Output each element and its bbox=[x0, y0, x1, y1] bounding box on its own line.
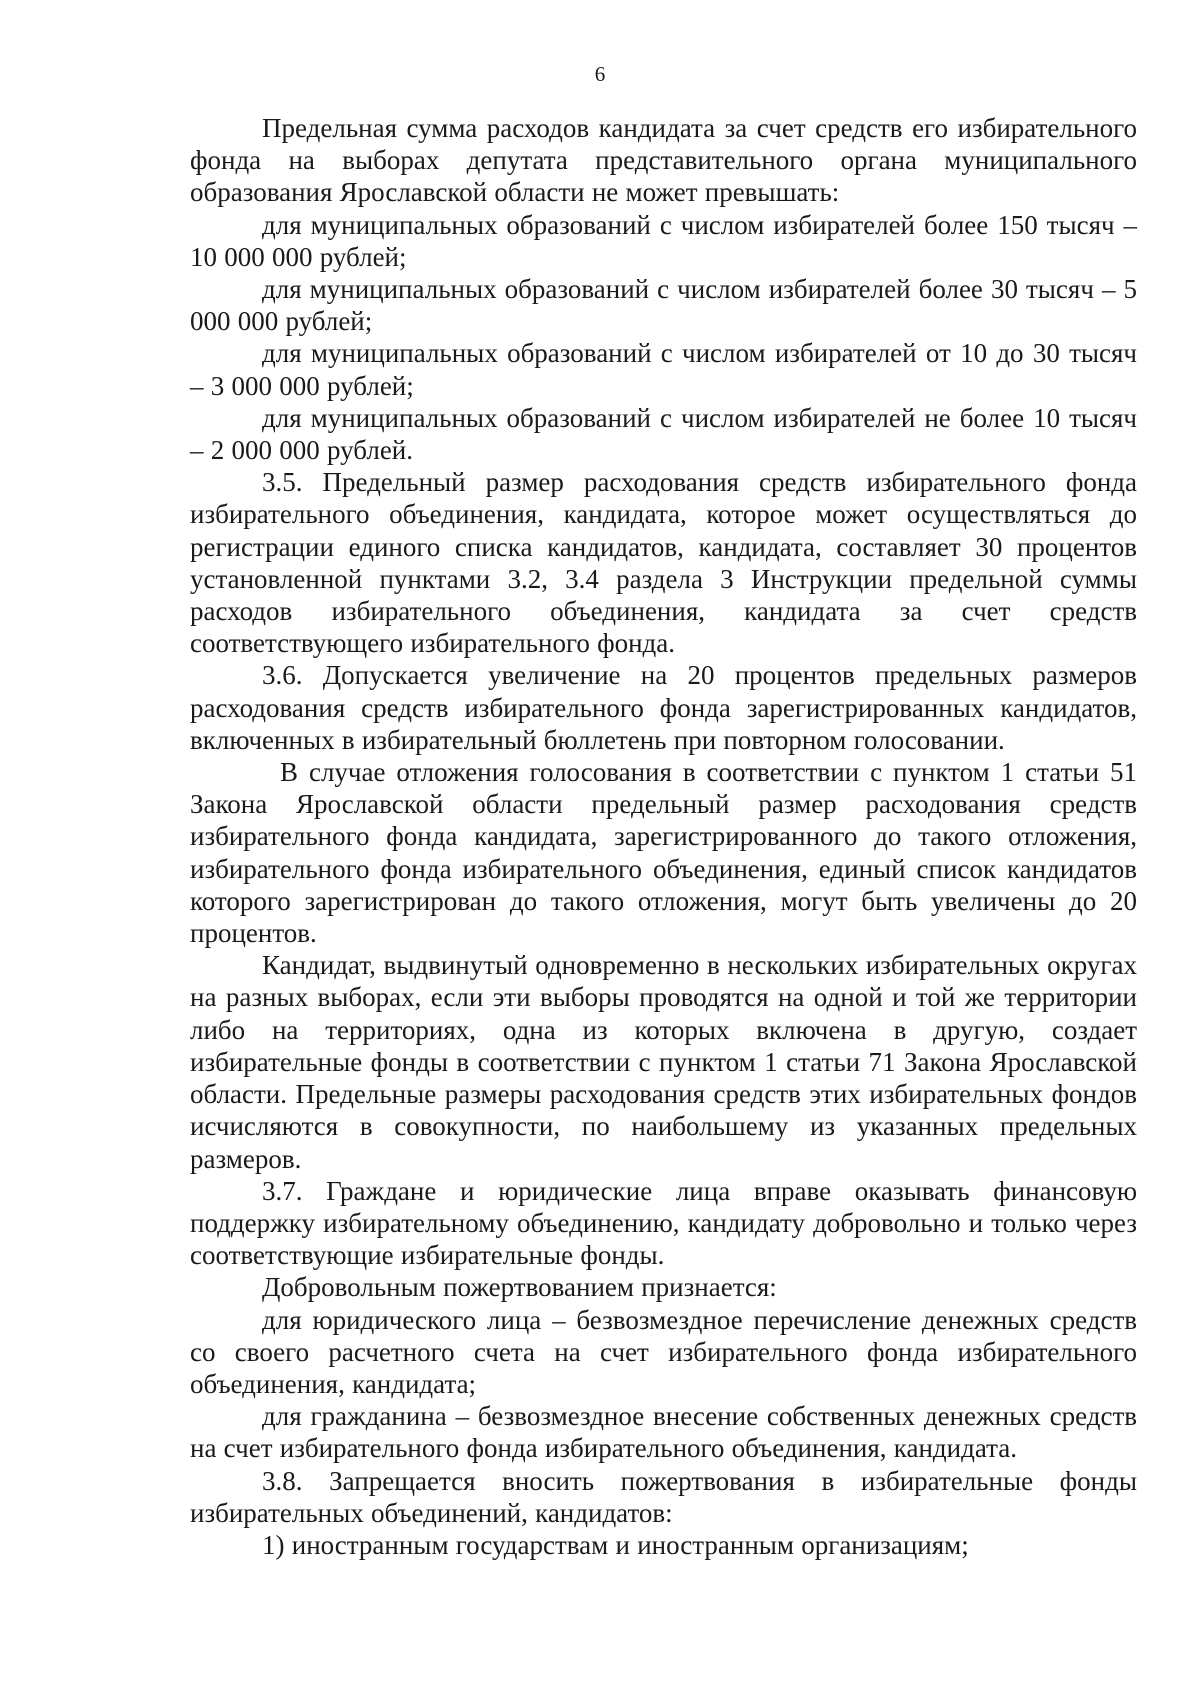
paragraph-section-3-6: 3.6. Допускается увеличение на 20 процентов предельных размеров расходования средств избирательного фонда зарегистрированных кандидатов, включенных в избирательный бюллетень при повторном голосовании. bbox=[190, 660, 1137, 755]
paragraph-section-3-8: 3.8. Запрещается вносить пожертвования в избирательные фонды избирательных объединений, кандидатов: bbox=[190, 1465, 1137, 1528]
paragraph-expense-limit-intro: Предельная сумма расходов кандидата за счет средств его избирательного фонда на выборах депутата представительного органа муниципального образования Ярославской области не может превышать: bbox=[190, 113, 1137, 208]
paragraph-donation-definition: Добровольным пожертвованием признается: bbox=[262, 1272, 777, 1303]
paragraph-donation-citizen: для гражданина – безвозмездное внесение собственных денежных средств на счет избирательного фонда избирательного объединения, кандидата. bbox=[190, 1401, 1137, 1464]
paragraph-limit-under-10k: для муниципальных образований с числом избирателей не более 10 тысяч – 2 000 000 рублей. bbox=[190, 402, 1137, 466]
paragraph-section-3-5: 3.5. Предельный размер расходования средств избирательного фонда избирательного объединения, кандидата, которое может осуществляться до регистрации единого списка кандидатов, кандидата, составляет 30 процентов установленной пунктами 3.2, 3.4 раздела 3 Инструкции предельной суммы расходов избирательного объединения, кандидата за счет средств соответствующего избирательного фонда. bbox=[190, 467, 1137, 659]
paragraph-limit-over-30k: для муниципальных образований с числом избирателей более 30 тысяч – 5 000 000 рублей; bbox=[190, 274, 1137, 337]
paragraph-limit-over-150k: для муниципальных образований с числом избирателей более 150 тысяч – 10 000 000 рублей; bbox=[190, 209, 1137, 272]
paragraph-list-item-1: 1) иностранным государствам и иностранным организациям; bbox=[262, 1529, 969, 1560]
paragraph-section-3-7: 3.7. Граждане и юридические лица вправе оказывать финансовую поддержку избирательному объединению, кандидату добровольно и только через соответствующие избирательные фонды. bbox=[190, 1175, 1137, 1271]
paragraph-multiple-districts: Кандидат, выдвинутый одновременно в нескольких избирательных округах на разных выборах, если эти выборы проводятся на одной и той же территории либо на территориях, одна из которых включена в другую, создает избирательные фонды в соответствии с пунктом 1 статьи 71 Закона Ярославской области. Предельные размеры расходования средств этих избирательных фондов исчисляются в совокупности, по наибольшему из указанных предельных размеров. bbox=[190, 950, 1137, 1174]
document-body bbox=[190, 112, 1137, 1561]
paragraph-donation-legal-entity: для юридического лица – безвозмездное перечисление денежных средств со своего расчетного счета на счет избирательного фонда избирательного объединения, кандидата; bbox=[190, 1304, 1137, 1399]
paragraph-postponement: В случае отложения голосования в соответствии с пунктом 1 статьи 51 Закона Ярославской области предельный размер расходования средств избирательного фонда кандидата, зарегистрированного до такого отложения, избирательного фонда избирательного объединения, единый список кандидатов которого зарегистрирован до такого отложения, могут быть увеличены до 20 процентов. bbox=[190, 757, 1137, 949]
paragraph-limit-10-30k: для муниципальных образований с числом избирателей от 10 до 30 тысяч – 3 000 000 рублей; bbox=[190, 338, 1137, 401]
page-number: 6 bbox=[594, 62, 606, 86]
